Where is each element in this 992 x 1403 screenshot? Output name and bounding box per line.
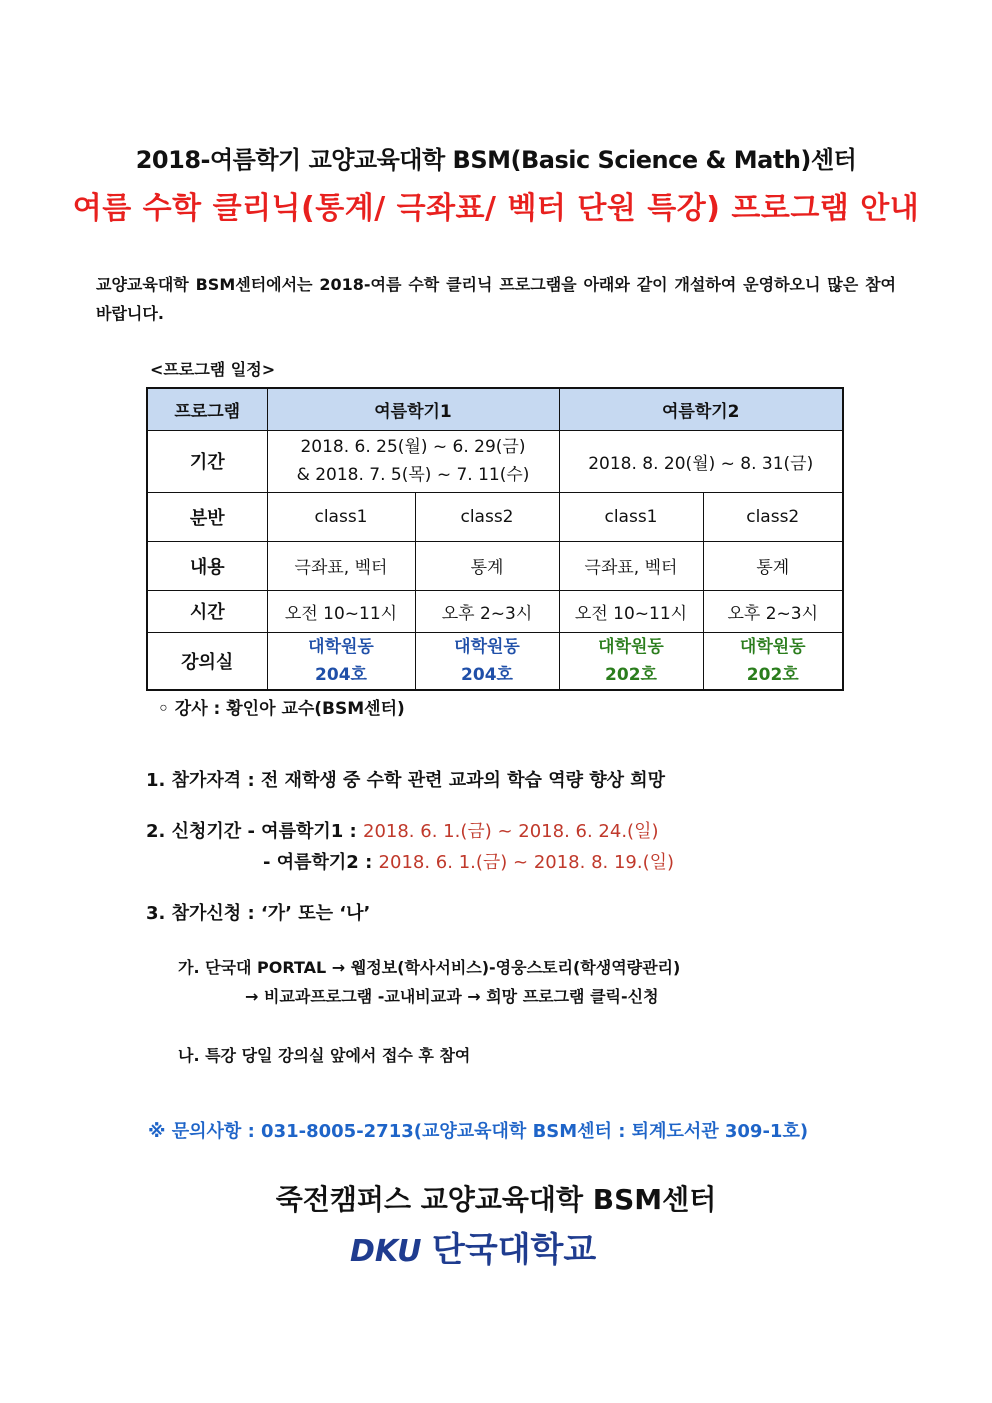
content-cell: 통계 <box>415 541 559 590</box>
apply-period1-dates: 2018. 6. 1.(금) ~ 2018. 6. 24.(일) <box>363 821 659 842</box>
room-cell <box>559 632 703 690</box>
row-label-period: 기간 <box>147 430 267 492</box>
apply-period-label: 2. 신청기간 - 여름학기1 : <box>146 821 363 842</box>
class-cell: class1 <box>267 492 415 541</box>
apply-method-item: 3. 참가신청 : ‘가’ 또는 ‘나’ <box>146 903 371 924</box>
room-number: 204호 <box>315 664 367 685</box>
room-building: 대학원동 <box>598 636 664 657</box>
method-a-line2: → 비교과프로그램 -교내비교과 → 희망 프로그램 클릭-신청 <box>245 987 659 1006</box>
room-building: 대학원동 <box>308 636 374 657</box>
time-cell: 오후 2~3시 <box>703 590 843 632</box>
apply-period-item <box>146 817 659 843</box>
schedule-label: <프로그램 일정> <box>150 360 276 379</box>
eligibility-item: 1. 참가자격 : 전 재학생 중 수학 관련 교과의 학습 역량 향상 희망 <box>146 770 666 791</box>
method-b: 나. 특강 당일 강의실 앞에서 접수 후 참여 <box>178 1046 471 1065</box>
room-number: 202호 <box>746 664 799 685</box>
class-cell: class2 <box>703 492 843 541</box>
header-program: 프로그램 <box>147 388 267 430</box>
period-summer1 <box>267 430 559 492</box>
schedule-table <box>146 387 844 691</box>
document-subtitle: 여름 수학 클리닉(통계/ 극좌표/ 벡터 단원 특강) 프로그램 안내 <box>72 191 920 226</box>
period-summer1-line2: & 2018. 7. 5(목) ~ 7. 11(수) <box>296 465 530 485</box>
table-row <box>147 632 843 690</box>
table-row <box>147 541 843 590</box>
content-cell: 극좌표, 벡터 <box>559 541 703 590</box>
table-row <box>147 590 843 632</box>
logo-mark: DKU <box>350 1234 422 1269</box>
contact-info: ※ 문의사항 : 031-8005-2713(교양교육대학 BSM센터 : 퇴계도서관 309-1호) <box>148 1121 809 1142</box>
class-cell: class2 <box>415 492 559 541</box>
period-summer1-line1: 2018. 6. 25(월) ~ 6. 29(금) <box>300 437 526 457</box>
room-cell <box>415 632 559 690</box>
room-building: 대학원동 <box>454 636 520 657</box>
room-number: 204호 <box>461 664 513 685</box>
lecturer-note: ◦ 강사 : 황인아 교수(BSM센터) <box>158 699 405 719</box>
apply-period2-label: - 여름학기2 : <box>263 852 379 873</box>
row-label-time: 시간 <box>147 590 267 632</box>
intro-paragraph: 교양교육대학 BSM센터에서는 2018-여름 수학 클리닉 프로그램을 아래와 같이 개설하여 운영하오니 많은 참여 바랍니다. <box>96 275 896 323</box>
room-cell <box>703 632 843 690</box>
table-row <box>147 430 843 492</box>
room-cell <box>267 632 415 690</box>
method-a-line1: 가. 단국대 PORTAL → 웹정보(학사서비스)-영웅스토리(학생역량관리) <box>178 958 681 977</box>
dku-logo-icon <box>348 1222 628 1272</box>
room-number: 202호 <box>605 664 657 685</box>
time-cell: 오후 2~3시 <box>415 590 559 632</box>
footer-org: 죽전캠퍼스 교양교육대학 BSM센터 <box>275 1183 717 1216</box>
university-logo <box>348 1222 628 1272</box>
apply-period2-dates: 2018. 6. 1.(금) ~ 2018. 8. 19.(일) <box>378 852 675 873</box>
row-label-room: 강의실 <box>147 632 267 690</box>
table-row <box>147 492 843 541</box>
row-label-content: 내용 <box>147 541 267 590</box>
table-row <box>147 388 843 430</box>
content-cell: 극좌표, 벡터 <box>267 541 415 590</box>
time-cell: 오전 10~11시 <box>559 590 703 632</box>
logo-name: 단국대학교 <box>432 1230 597 1270</box>
time-cell: 오전 10~11시 <box>267 590 415 632</box>
room-building: 대학원동 <box>739 636 806 657</box>
document-title: 2018-여름학기 교양교육대학 BSM(Basic Science & Math)센터 <box>135 146 857 174</box>
apply-period2-line <box>263 848 674 874</box>
period-summer2: 2018. 8. 20(월) ~ 8. 31(금) <box>559 430 843 492</box>
class-cell: class1 <box>559 492 703 541</box>
header-summer2: 여름학기2 <box>559 388 843 430</box>
header-summer1: 여름학기1 <box>267 388 559 430</box>
content-cell: 통계 <box>703 541 843 590</box>
row-label-class: 분반 <box>147 492 267 541</box>
